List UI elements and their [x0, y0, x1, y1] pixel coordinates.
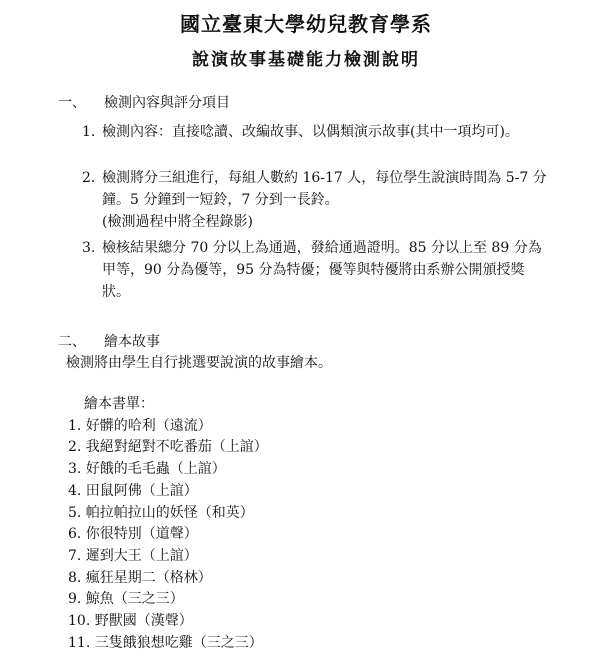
- book-list-item: 8. 瘋狂星期二（格林）: [68, 570, 212, 586]
- item-text: 檢核結果總分 70 分以上為通過，發給通過證明。85 分以上至 89 分為甲等，90 分為優等，95 分為特優；優等與特優將由系辦公開頒授獎狀。: [102, 240, 542, 300]
- book-list-item: 9. 鯨魚（三之三）: [68, 591, 184, 607]
- item-text: 檢測將分三組進行，每組人數約 16-17 人，每位學生說演時間為 5-7 分鐘。5 分鐘到一短鈴，7 分到一長鈴。: [102, 170, 547, 208]
- section-1-item-2: [82, 167, 552, 233]
- section-1-title: 檢測內容與評分項目: [104, 95, 230, 111]
- section-1-item-1: [82, 121, 552, 143]
- item-number: 3.: [82, 240, 96, 256]
- document-title: 國立臺東大學幼兒教育學系: [180, 12, 432, 36]
- book-list-item: 6. 你很特別（道聲）: [68, 526, 198, 542]
- item-number: 1.: [82, 124, 96, 140]
- item-text: 檢測內容：直接唸讀、改編故事、以偶類演示故事(其中一項均可)。: [102, 124, 519, 140]
- section-2-title: 繪本故事: [104, 334, 160, 350]
- document-subtitle: 說演故事基礎能力檢測說明: [192, 50, 420, 70]
- booklist-label: 繪本書單：: [84, 396, 154, 412]
- section-2-intro: 檢測將由學生自行挑選要說演的故事繪本。: [66, 355, 332, 371]
- book-list-item: 10. 野獸國（漢聲）: [68, 613, 193, 629]
- item-note: (檢測過程中將全程錄影): [102, 214, 253, 230]
- book-list-item: 7. 遲到大王（上誼）: [68, 548, 198, 564]
- item-number: 2.: [82, 170, 96, 186]
- section-1-heading: [58, 92, 230, 112]
- section-1-item-3: [82, 237, 552, 303]
- book-list-item: 11. 三隻餓狼想吃雞（三之三）: [68, 635, 263, 651]
- section-2-heading: [58, 331, 160, 351]
- book-list-item: 1. 好髒的哈利（遠流）: [68, 418, 212, 434]
- section-2-number: 二、: [58, 334, 86, 350]
- section-1-number: 一、: [58, 95, 86, 111]
- book-list-item: 2. 我絕對絕對不吃番茄（上誼）: [68, 439, 268, 455]
- book-list-item: 5. 帕拉帕拉山的妖怪（和英）: [68, 505, 254, 521]
- book-list-item: 4. 田鼠阿佛（上誼）: [68, 483, 198, 499]
- book-list-item: 3. 好餓的毛毛蟲（上誼）: [68, 461, 226, 477]
